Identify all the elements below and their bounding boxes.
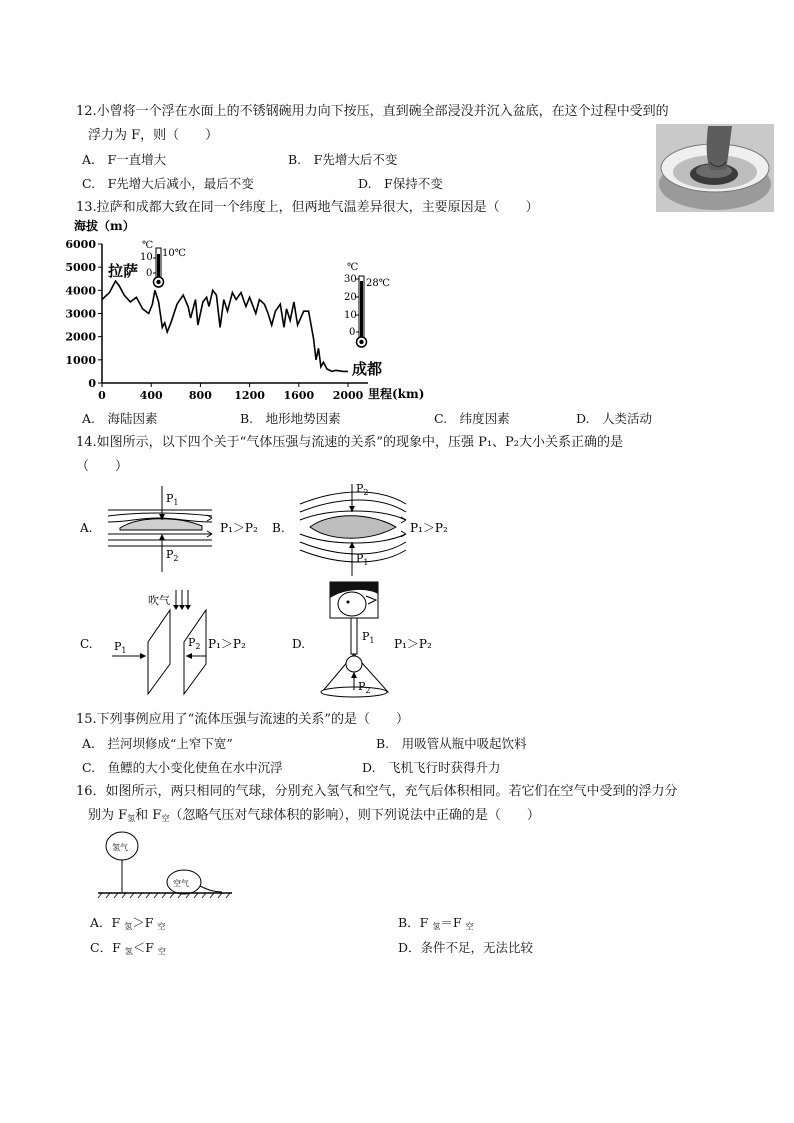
- svg-text:℃: ℃: [347, 262, 359, 273]
- q14-figure-b: [270, 482, 470, 578]
- svg-text:10: 10: [140, 252, 153, 263]
- elevation-profile-chart: [64, 218, 444, 408]
- chart-xlabel: 里程(km): [368, 387, 425, 401]
- svg-text:0: 0: [146, 268, 153, 279]
- q15-option-a[interactable]: A. 拦河坝修成“上窄下宽”: [82, 736, 233, 751]
- svg-text:P2: $P_2$: [166, 548, 179, 563]
- q15-option-b[interactable]: B. 用吸管从瓶中吸起饮料: [376, 736, 527, 751]
- svg-text:P2: $P_2$: [356, 482, 369, 497]
- svg-text:℃: ℃: [142, 240, 154, 251]
- q13-stem: 13.拉萨和成都大致在同一个纬度上，但两地气温差异很大，主要原因是（ ）: [76, 200, 539, 215]
- chengdu-reading: 28℃: [366, 278, 390, 289]
- y-tick-label: 5000: [65, 261, 96, 275]
- label-lhasa: 拉萨: [108, 262, 139, 280]
- q16-option-d[interactable]: D．条件不足，无法比较: [398, 940, 534, 955]
- label-chengdu: 成都: [352, 360, 383, 378]
- q12-option-d[interactable]: D. F保持不变: [358, 176, 443, 191]
- x-tick-label: 2000: [332, 389, 364, 402]
- y-tick-label: 1000: [65, 353, 96, 367]
- y-tick-label: 0: [88, 377, 96, 390]
- q16-stem-line1: 16．如图所示，两只相同的气球，分别充入氢气和空气，充气后体积相同。若它们在空气中受到的浮力分: [76, 784, 678, 799]
- svg-text:D.: D.: [292, 637, 306, 651]
- chengdu-mercury: [360, 281, 363, 338]
- y-tick-label: 2000: [65, 330, 96, 344]
- lhasa-mercury: [157, 254, 160, 279]
- bowl-in-basin-photo: [656, 124, 774, 212]
- chengdu-thermometer: [344, 262, 390, 347]
- q16-balloons-figure: [96, 830, 236, 900]
- q13-option-b[interactable]: B. 地形地势因素: [240, 411, 341, 426]
- svg-text:20: 20: [344, 292, 357, 303]
- svg-text:P₁＞P₂: P₁＞P₂: [208, 637, 246, 651]
- q14-figure-d: [290, 580, 470, 700]
- svg-text:P1: $P_1$: [362, 630, 375, 645]
- q15-stem: 15.下列事例应用了“流体压强与流速的关系”的是（ ）: [76, 712, 409, 727]
- q12-stem-line2: 浮力为 F，则（ ）: [88, 128, 219, 143]
- y-tick-label: 4000: [65, 284, 96, 298]
- svg-text:P1: $P_1$: [356, 552, 369, 567]
- elevation-series-line: [102, 281, 348, 371]
- x-tick-label: 0: [98, 389, 106, 402]
- x-tick-label: 1600: [283, 389, 315, 402]
- x-tick-label: 800: [188, 389, 212, 402]
- q14-figure-a: [78, 482, 268, 578]
- svg-text:30: 30: [344, 274, 357, 285]
- svg-text:P1: $P_1$: [166, 492, 179, 507]
- x-tick-label: 1200: [234, 389, 265, 402]
- svg-text:0: 0: [349, 327, 356, 338]
- q14-stem-line1: 14.如图所示，以下四个关于“气体压强与流速的关系”的现象中，压强 P₁、P₂大小关系正确的是: [76, 435, 624, 450]
- q14-figure-c: [78, 586, 268, 696]
- svg-text:C.: C.: [80, 637, 93, 651]
- q12-option-c[interactable]: C. F先增大后减小，最后不变: [82, 176, 254, 191]
- svg-text:氢气: 氢气: [112, 843, 128, 852]
- blow-label: 吹气: [148, 594, 170, 607]
- x-tick-label: 400: [139, 389, 163, 402]
- lhasa-reading: 10℃: [162, 248, 186, 259]
- svg-text:P2: $P_2$: [358, 680, 371, 695]
- q16-stem-line2: 别为 $F_氢$和 $F_空$（忽略气压对气球体积的影响），则下列说法中正确的是（ ）: [88, 808, 540, 823]
- q13-option-d[interactable]: D. 人类活动: [576, 411, 653, 426]
- q16-option-b[interactable]: B．F $_氢$＝F $_空$: [398, 915, 474, 931]
- svg-text:P1: $P_1$: [114, 640, 127, 655]
- y-tick-label: 6000: [65, 238, 96, 251]
- svg-text:A.: A.: [80, 521, 93, 535]
- lhasa-thermometer: [140, 240, 186, 287]
- q14-stem-line2: （ ）: [76, 459, 129, 474]
- svg-text:10: 10: [344, 310, 357, 321]
- q12-stem-line1: 12.小曾将一个浮在水面上的不锈钢碗用力向下按压，直到碗全部浸没并沉入盆底，在这个过程中受到的: [76, 104, 669, 119]
- q12-option-a[interactable]: A. F一直增大: [82, 152, 167, 167]
- svg-text:P₁＞P₂: P₁＞P₂: [220, 521, 258, 535]
- q15-option-c[interactable]: C. 鱼鳔的大小变化使鱼在水中沉浮: [82, 760, 283, 775]
- q13-option-a[interactable]: A. 海陆因素: [82, 411, 158, 426]
- svg-text:空气: 空气: [173, 879, 189, 888]
- q15-option-d[interactable]: D. 飞机飞行时获得升力: [362, 760, 501, 775]
- svg-text:B.: B.: [272, 521, 285, 535]
- q16-option-c[interactable]: C．F $_氢$＜F $_空$: [90, 940, 166, 956]
- svg-text:P₁＞P₂: P₁＞P₂: [410, 521, 448, 535]
- chart-ylabel: 海拔（m）: [74, 219, 135, 233]
- q12-option-b[interactable]: B. F先增大后不变: [288, 152, 398, 167]
- q13-option-c[interactable]: C. 纬度因素: [434, 411, 510, 426]
- q16-option-a[interactable]: A．F $_氢$＞F $_空$: [90, 915, 166, 931]
- svg-text:P2: $P_2$: [188, 636, 201, 651]
- y-tick-label: 3000: [65, 307, 96, 321]
- svg-text:P₁＞P₂: P₁＞P₂: [394, 637, 432, 651]
